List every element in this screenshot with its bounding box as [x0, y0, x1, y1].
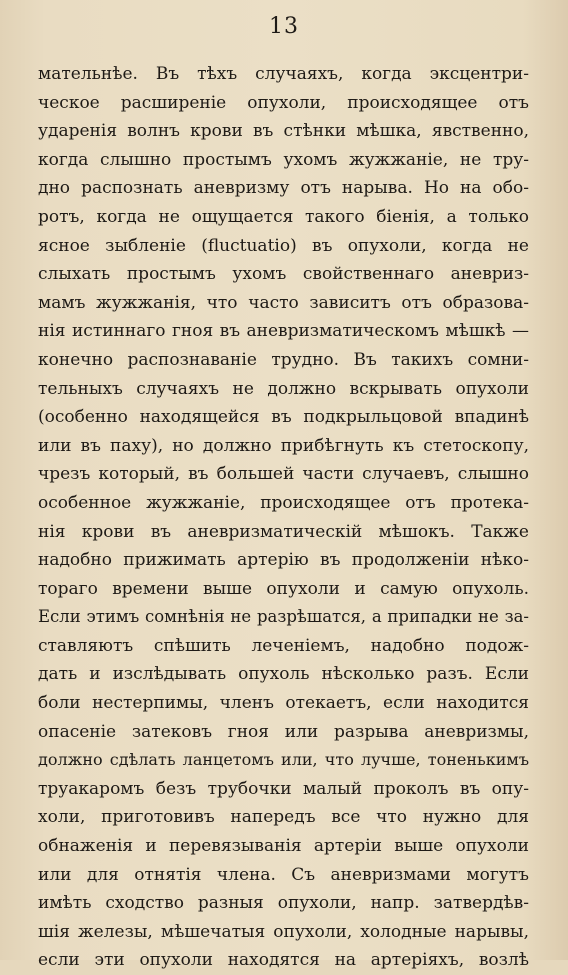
text-line: Если этимъ сомнѣнія не разрѣшатся, а припадки не за- [38, 607, 529, 627]
body-text [38, 60, 529, 975]
text-line: мамъ жужжанія, что часто зависитъ отъ образова- [38, 292, 529, 313]
text-line: опасеніе затековъ гноя или разрыва аневризмы, [38, 721, 529, 742]
text-line: ясное зыбленіе (fluctuatio) въ опухоли, когда не [38, 235, 529, 256]
text-line: слыхать простымъ ухомъ свойственнаго аневриз- [38, 264, 529, 285]
text-line: надобно прижимать артерію въ продолженіи нѣко- [38, 550, 529, 571]
text-line: или въ паху), но должно прибѣгнуть къ стетоскопу, [38, 435, 529, 456]
text-line: тельныхъ случаяхъ не должно вскрывать опухоли [38, 378, 529, 399]
text-line: ударенія волнъ крови въ стѣнки мѣшка, явственно, [38, 121, 529, 142]
text-line: когда слышно простымъ ухомъ жужжаніе, не тру- [38, 149, 529, 170]
text-line: ческое расширеніе опухоли, происходящее отъ [38, 92, 529, 113]
text-line: (особенно находящейся въ подкрыльцовой впадинѣ [38, 407, 529, 428]
text-line: чрезъ который, въ большей части случаевъ, слышно [38, 464, 529, 485]
text-line: тораго времени выше опухоли и самую опухоль. [38, 578, 529, 599]
text-line: если эти опухоли находятся на артеріяхъ, возлѣ [38, 950, 529, 971]
page-number: 13 [269, 14, 299, 39]
text-line: дать и изслѣдывать опухоль нѣсколько разъ. Если [38, 664, 529, 685]
text-line: шія железы, мѣшечатыя опухоли, холодные нарывы, [38, 921, 529, 942]
text-line: ставляютъ спѣшить леченіемъ, надобно подож- [38, 635, 529, 656]
text-line: должно сдѣлать ланцетомъ или, что лучше, тоненькимъ [38, 750, 529, 770]
text-line: холи, приготовивъ напередъ все что нужно для [38, 807, 529, 828]
text-line: ротъ, когда не ощущается такого біенія, а только [38, 206, 529, 227]
text-line: или для отнятія члена. Съ аневризмами могутъ [38, 864, 529, 885]
text-line: обнаженія и перевязыванія артеріи выше опухоли [38, 836, 529, 857]
text-line: мательнѣе. Въ тѣхъ случаяхъ, когда эксцентри- [38, 64, 529, 84]
text-line: имѣть сходство разныя опухоли, напр. затвердѣв- [38, 893, 529, 914]
text-line: конечно распознаваніе трудно. Въ такихъ сомни- [38, 349, 529, 370]
text-line: особенное жужжаніе, происходящее отъ протека- [38, 492, 529, 513]
text-line: труакаромъ безъ трубочки малый проколъ въ опу- [38, 778, 529, 799]
text-line: нія крови въ аневризматическій мѣшокъ. Также [38, 521, 529, 542]
text-line: дно распознать аневризму отъ нарыва. Но на обо- [38, 178, 529, 199]
text-line: боли нестерпимы, членъ отекаетъ, если находится [38, 693, 529, 714]
text-line: нія истиннаго гноя въ аневризматическомъ мѣшкѣ — [38, 321, 529, 342]
